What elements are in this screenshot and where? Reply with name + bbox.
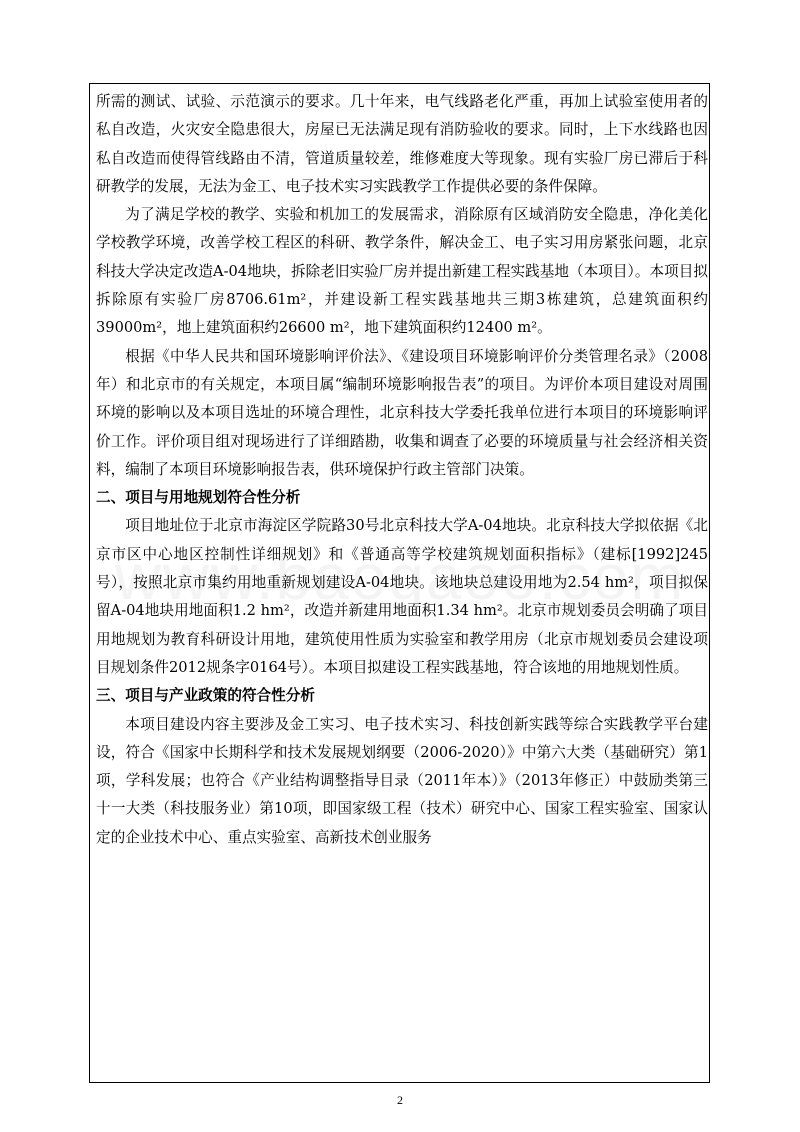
paragraph-continued: 所需的测试、试验、示范演示的要求。几十年来，电气线路老化严重，再加上试验室使用者的私自改造，火灾安全隐患很大，房屋已无法满足现有消防验收的要求。同时，上下水线路也因私自改造而使得管线路由不清，管道质量较差，维修难度大等现象。现有实验厂房已滞后于科研教学的发展，无法为金工、电子技术实习实践教学工作提供必要的条件保障。: [96, 93, 708, 195]
paragraph-industry-policy: 本项目建设内容主要涉及金工实习、电子技术实习、科技创新实践等综合实践教学平台建设，符合《国家中长期科学和技术发展规划纲要（2006-2020）》中第六大类（基础研究）第1项，学科发展；也符合《产业结构调整指导目录（2011年本）》（2013年修正）中鼓励类第三十一大类（科技服务业）第10项，即国家级工程（技术）研究中心、国家工程实验室、国家认定的企业技术中心、重点实验室、高新技术创业服务: [96, 715, 708, 846]
section-heading-land-use: 二、项目与用地规划符合性分析: [96, 489, 301, 507]
page-number: 2: [397, 1093, 403, 1107]
document-body: [96, 88, 708, 852]
paragraph-project-background: 为了满足学校的教学、实验和机加工的发展需求，消除原有区域消防安全隐患，净化美化学校教学环境，改善学校工程区的科研、教学条件，解决金工、电子实习用房紧张问题，北京科技大学决定改造A-04地块，拆除老旧实验厂房并提出新建工程实践基地（本项目）。本项目拟拆除原有实验厂房8706.61m²，并建设新工程实践基地共三期3栋建筑，总建筑面积约39000m²，地上建筑面积约26600 m²，地下建筑面积约12400 m²。: [96, 206, 708, 337]
section-heading-industry-policy: 三、项目与产业政策的符合性分析: [96, 687, 315, 705]
paragraph-assessment-basis: 根据《中华人民共和国环境影响评价法》、《建设项目环境影响评价分类管理名录》（2008年）和北京市的有关规定，本项目属“编制环境影响报告表”的项目。为评价本项目建设对周围环境的影响以及本项目选址的环境合理性，北京科技大学委托我单位进行本项目的环境影响评价工作。评价项目组对现场进行了详细踏勘，收集和调查了必要的环境质量与社会经济相关资料，编制了本项目环境影响报告表，供环境保护行政主管部门决策。: [96, 347, 708, 478]
paragraph-land-use: 项目地址位于北京市海淀区学院路30号北京科技大学A-04地块。北京科技大学拟依据《北京市区中心地区控制性详细规划》和《普通高等学校建筑规划面积指标》（建标[1992]245号），按照北京市集约用地重新规划建设A-04地块。该地块总建设用地为2.54 hm²，项目拟保留A-04地块用地面积1.2 hm²，改造并新建用地面积1.34 hm²。北京市规划委员会明确了项目用地规划为教育科研设计用地，建筑使用性质为实验室和教学用房（北京市规划委员会建设项目规划条件2012规条字0164号）。本项目拟建设工程实践基地，符合该地的用地规划性质。: [96, 517, 708, 676]
